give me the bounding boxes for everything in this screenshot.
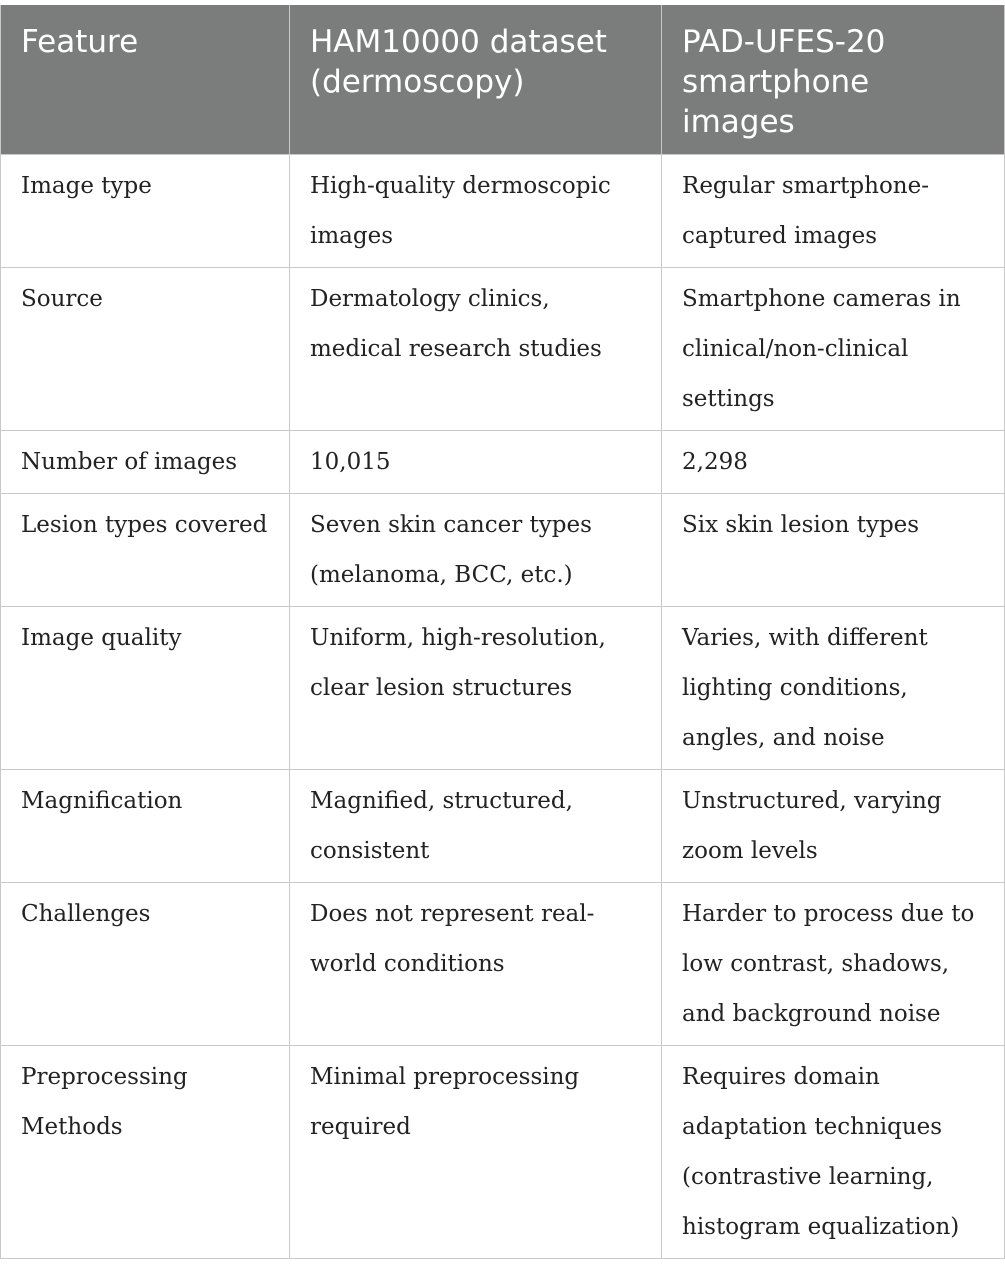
feature-cell: Challenges bbox=[1, 883, 290, 1046]
feature-cell: Lesion types covered bbox=[1, 494, 290, 607]
table-row bbox=[1, 431, 1005, 494]
pad-ufes-cell: Regular smartphone-captured images bbox=[662, 155, 1005, 268]
pad-ufes-cell: Six skin lesion types bbox=[662, 494, 1005, 607]
ham10000-cell: Dermatology clinics, medical research studies bbox=[290, 268, 662, 431]
header-pad-ufes-20: PAD-UFES-20 smartphone images bbox=[662, 5, 1005, 155]
header-ham10000: HAM10000 dataset (dermoscopy) bbox=[290, 5, 662, 155]
ham10000-cell: Uniform, high-resolution, clear lesion structures bbox=[290, 607, 662, 770]
table-row bbox=[1, 1046, 1005, 1259]
pad-ufes-cell: Varies, with different lighting conditions, angles, and noise bbox=[662, 607, 1005, 770]
ham10000-cell: 10,015 bbox=[290, 431, 662, 494]
table-row bbox=[1, 883, 1005, 1046]
ham10000-cell: Does not represent real-world conditions bbox=[290, 883, 662, 1046]
ham10000-cell: High-quality dermoscopic images bbox=[290, 155, 662, 268]
feature-cell: Magnification bbox=[1, 770, 290, 883]
table-row bbox=[1, 607, 1005, 770]
table-row bbox=[1, 155, 1005, 268]
header-row bbox=[1, 5, 1005, 155]
ham10000-cell: Seven skin cancer types (melanoma, BCC, etc.) bbox=[290, 494, 662, 607]
ham10000-cell: Magnified, structured, consistent bbox=[290, 770, 662, 883]
pad-ufes-cell: Requires domain adaptation techniques (contrastive learning, histogram equalization) bbox=[662, 1046, 1005, 1259]
feature-cell: Number of images bbox=[1, 431, 290, 494]
header-feature: Feature bbox=[1, 5, 290, 155]
table-row bbox=[1, 268, 1005, 431]
table-row bbox=[1, 770, 1005, 883]
feature-cell: Image quality bbox=[1, 607, 290, 770]
pad-ufes-cell: 2,298 bbox=[662, 431, 1005, 494]
pad-ufes-cell: Unstructured, varying zoom levels bbox=[662, 770, 1005, 883]
pad-ufes-cell: Smartphone cameras in clinical/non-clinical settings bbox=[662, 268, 1005, 431]
pad-ufes-cell: Harder to process due to low contrast, shadows, and background noise bbox=[662, 883, 1005, 1046]
comparison-table bbox=[0, 5, 1005, 1259]
ham10000-cell: Minimal preprocessing required bbox=[290, 1046, 662, 1259]
feature-cell: Image type bbox=[1, 155, 290, 268]
feature-cell: Preprocessing Methods bbox=[1, 1046, 290, 1259]
table-row bbox=[1, 494, 1005, 607]
feature-cell: Source bbox=[1, 268, 290, 431]
